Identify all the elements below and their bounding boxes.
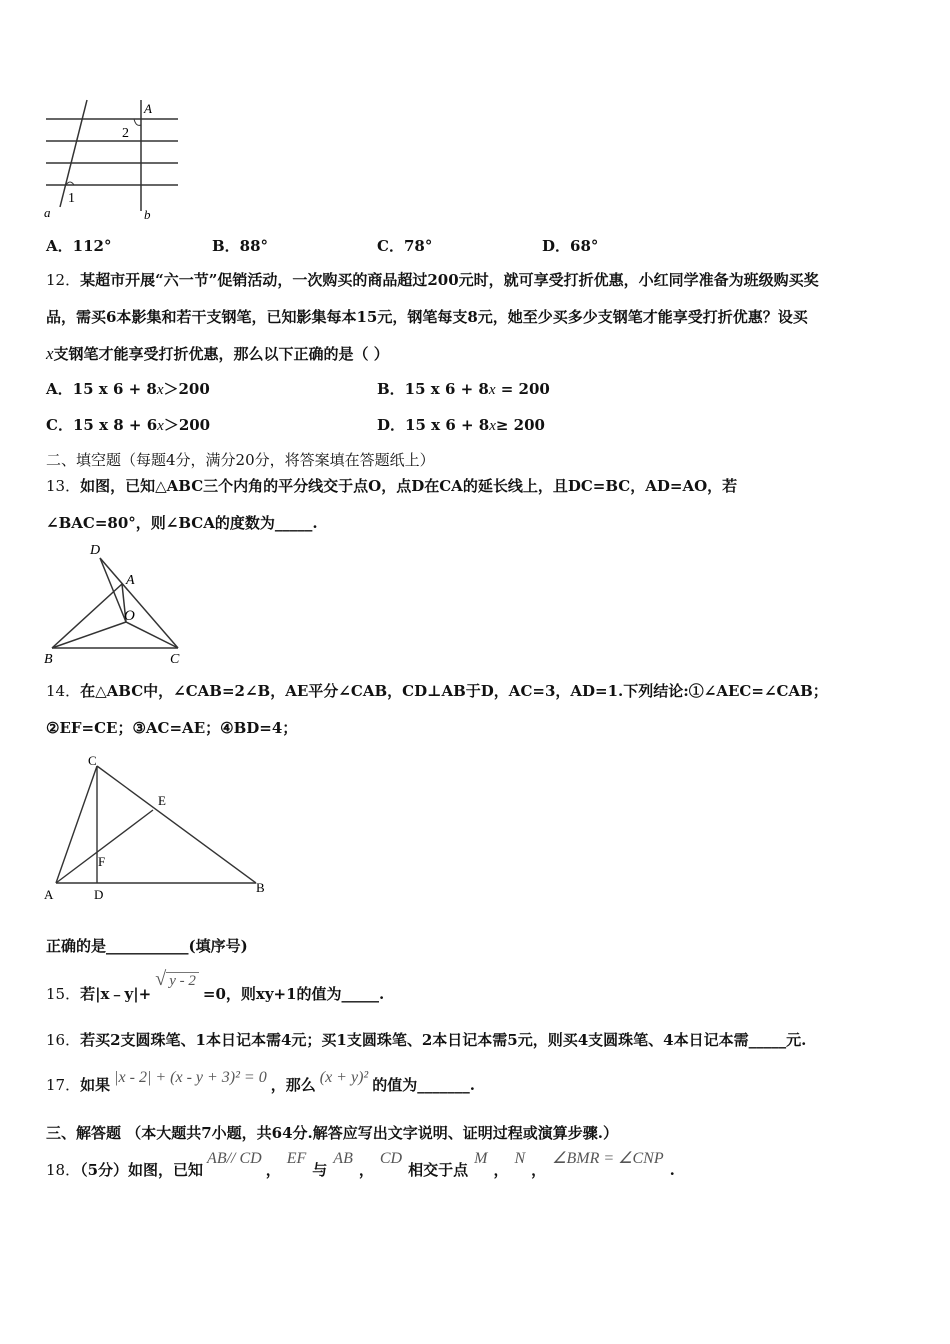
label-F: F — [98, 854, 106, 869]
segment-ba — [52, 584, 122, 648]
figure-triangle-abc-o — [40, 540, 190, 668]
q15-line — [46, 968, 385, 1005]
segment-cb — [97, 766, 256, 883]
q16-line: 16．若买2支圆珠笔、1本日记本需4元；买1支圆珠笔、2本日记本需5元，则买4支圆珠笔、4本日记本需_____元. — [46, 1031, 807, 1049]
label-E: E — [158, 793, 166, 808]
label-B: B — [256, 880, 265, 895]
label-b: b — [144, 207, 151, 222]
q12-option-c: C．15 x 8 + 6x＞200 — [46, 416, 211, 434]
q12-text-1: 某超市开展“六一节”促销活动，一次购买的商品超过200元时，就可享受打折优惠，小红同学准备为班级购买奖 — [80, 271, 819, 289]
q14-number: 14． — [46, 682, 81, 700]
label-C: C — [88, 753, 97, 768]
label-A: A — [44, 887, 54, 902]
q18-math-angles: ∠BMR = ∠CNP — [552, 1150, 664, 1167]
q12-line2: 品，需买6本影集和若干支钢笔，已知影集每本15元，钢笔每支8元，她至少买多少支钢笔才能享受打折优惠？设买 — [46, 308, 808, 326]
q11-option-d: D．68° — [542, 237, 599, 255]
q16-number: 16． — [46, 1031, 81, 1049]
q17-number: 17． — [46, 1076, 81, 1094]
q18-math-ab-cd: AB// CD — [207, 1150, 262, 1167]
angle-2-arc — [134, 119, 141, 125]
q18-math-ab: AB — [333, 1150, 353, 1167]
label-C: C — [170, 652, 180, 667]
label-A: A — [144, 101, 152, 116]
q14-line2: ②EF=CE；③AC=AE；④BD=4； — [46, 719, 298, 737]
label-O: O — [124, 608, 135, 624]
q11-option-c: C．78° — [377, 237, 433, 255]
segment-ac — [56, 766, 97, 883]
label-a: a — [44, 205, 51, 220]
q18-math-n: N — [514, 1150, 526, 1167]
section-3-heading: 三、解答题 （本大题共7小题，共64分.解答应写出文字说明、证明过程或演算步骤.） — [46, 1124, 618, 1142]
segment-dc — [100, 558, 178, 648]
label-D: D — [94, 887, 104, 902]
q11-option-a: A．112° — [46, 237, 112, 255]
q13-line1: 13．如图，已知△ABC三个内角的平分线交于点O，点D在CA的延长线上，且DC=BC，AD=AO，若 — [46, 477, 738, 495]
q12-option-b: B．15 x 6 + 8x = 200 — [377, 380, 550, 398]
figure-triangle-aeb — [40, 750, 280, 910]
q18-number: 18． — [46, 1161, 81, 1179]
q11-option-b: B．88° — [212, 237, 269, 255]
q17-line: 17．如果 |x - 2| + (x - y + 3)² = 0 ，那么 (x + y)² 的值为_______. — [46, 1069, 475, 1094]
q12-line1 — [46, 270, 819, 290]
section-2-heading: 二、填空题（每题4分，满分20分，将答案填在答题纸上） — [46, 451, 435, 469]
q18-line: 18．（5分）如图，已知AB// CD，EF与AB，CD相交于点M，N，∠BMR = ∠CNP. — [46, 1150, 675, 1179]
q12-line3 — [46, 344, 389, 364]
segment-ae — [56, 810, 153, 883]
q13-line2: ∠BAC=80°，则∠BCA的度数为_____. — [46, 514, 318, 532]
q14-answer-line: 正确的是___________(填序号) — [46, 937, 248, 955]
q12-option-d: D．15 x 6 + 8x≥ 200 — [377, 416, 545, 434]
q12-number: 12． — [46, 271, 81, 289]
q15-sqrt: √ y - 2 — [155, 969, 199, 991]
q13-number: 13． — [46, 477, 81, 495]
q18-math-m: M — [474, 1150, 488, 1167]
q15-post: =0，则xy+1的值为_____. — [202, 985, 385, 1003]
label-2: 2 — [122, 126, 129, 141]
label-B: B — [44, 652, 53, 667]
q18-math-cd: CD — [379, 1150, 403, 1167]
figure-parallel-lines — [40, 95, 190, 225]
label-A: A — [126, 573, 135, 588]
label-D: D — [90, 543, 101, 558]
segment-oc — [126, 622, 178, 648]
q12-option-a: A．15 x 6 + 8x＞200 — [46, 380, 210, 398]
q17-equation: |x - 2| + (x - y + 3)² = 0 — [114, 1069, 267, 1086]
label-1: 1 — [68, 191, 75, 206]
q18-math-ef: EF — [286, 1150, 307, 1167]
q15-number: 15． — [46, 985, 81, 1003]
segment-bo — [52, 622, 126, 648]
q15-pre: 若|x﹣y|+ — [80, 985, 152, 1003]
q12-text-3: 支钢笔才能享受打折优惠，那么以下正确的是（ ） — [53, 345, 389, 363]
q17-expression: (x + y)² — [319, 1069, 369, 1086]
q14-line1: 14．在△ABC中，∠CAB=2∠B，AE平分∠CAB，CD⊥AB于D，AC=3，AD=1.下列结论:①∠AEC=∠CAB； — [46, 682, 828, 700]
q12-var: x — [46, 344, 54, 363]
